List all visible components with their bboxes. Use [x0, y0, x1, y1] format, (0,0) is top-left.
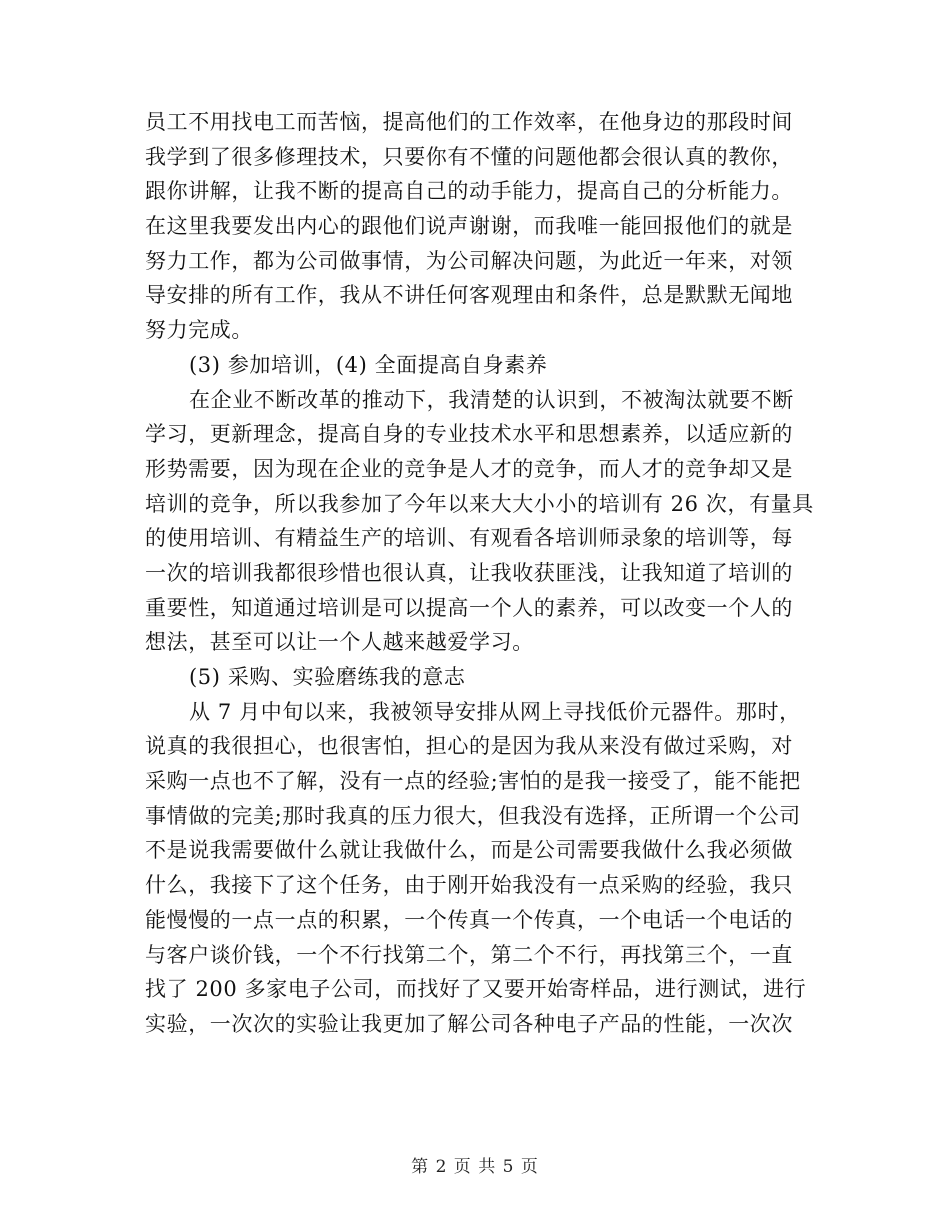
text-line: 努力完成。 — [145, 318, 253, 343]
section-heading-training: (3) 参加培训，(4) 全面提高自身素养 — [189, 352, 548, 377]
text-line: 实验，一次次的实验让我更加了解公司各种电子产品的性能，一次次 — [145, 1011, 793, 1036]
text-line: 一次的培训我都很珍惜也很认真，让我收获匪浅，让我知道了培训的 — [145, 560, 793, 585]
text-line: 导安排的所有工作，我从不讲任何客观理由和条件，总是默默无闻地 — [145, 283, 793, 308]
text-line: 在这里我要发出内心的跟他们说声谢谢，而我唯一能回报他们的就是 — [145, 214, 793, 239]
paragraph-2 — [145, 383, 814, 661]
text-line: 学习，更新理念，提高自身的专业技术水平和思想素养，以适应新的 — [145, 422, 793, 447]
paragraph-3 — [145, 695, 805, 1042]
text-line: 能慢慢的一点一点的积累，一个传真一个传真，一个电话一个电话的 — [145, 907, 793, 932]
text-line: 的使用培训、有精益生产的培训、有观看各培训师录象的培训等，每 — [145, 526, 793, 551]
text-line: 采购一点也不了解，没有一点的经验;害怕的是我一接受了，能不能把 — [145, 769, 801, 794]
text-line: 培训的竞争，所以我参加了今年以来大大小小的培训有 26 次，有量具 — [145, 491, 814, 516]
text-line: 什么，我接下了这个任务，由于刚开始我没有一点采购的经验，我只 — [145, 873, 793, 898]
text-line: 努力工作，都为公司做事情，为公司解决问题，为此近一年来，对领 — [145, 248, 793, 273]
text-line: 员工不用找电工而苦恼，提高他们的工作效率，在他身边的那段时间 — [145, 110, 793, 134]
text-line: 事情做的完美;那时我真的压力很大，但我没有选择，正所谓一个公司 — [145, 803, 801, 828]
text-line: 形势需要，因为现在企业的竞争是人才的竞争，而人才的竞争却又是 — [145, 456, 793, 481]
text-line: 跟你讲解，让我不断的提高自己的动手能力，提高自己的分析能力。 — [145, 179, 793, 204]
text-line: 不是说我需要做什么就让我做什么，而是公司需要我做什么我必须做 — [145, 838, 793, 863]
section-heading-procurement: (5) 采购、实验磨练我的意志 — [189, 665, 466, 689]
document-body — [145, 105, 814, 1042]
text-line: 找了 200 多家电子公司，而找好了又要开始寄样品，进行测试，进行 — [145, 977, 807, 1002]
text-line: 说真的我很担心，也很害怕，担心的是因为我从来没有做过采购，对 — [145, 734, 793, 759]
text-line: 从 7 月中旬以来，我被领导安排从网上寻找低价元器件。那时， — [189, 699, 801, 724]
text-line: 想法，甚至可以让一个人越来越爱学习。 — [145, 630, 534, 655]
text-line: 与客户谈价钱，一个不行找第二个，第二个不行，再找第三个，一直 — [145, 942, 793, 967]
text-line: 重要性，知道通过培训是可以提高一个人的素养，可以改变一个人的 — [145, 595, 793, 620]
text-line: 我学到了很多修理技术，只要你有不懂的问题他都会很认真的教你， — [145, 144, 793, 169]
text-line: 在企业不断改革的推动下，我清楚的认识到，不被淘汰就要不断 — [189, 387, 794, 412]
page-number-footer: 第 2 页 共 5 页 — [411, 1157, 539, 1177]
paragraph-1 — [145, 105, 805, 348]
